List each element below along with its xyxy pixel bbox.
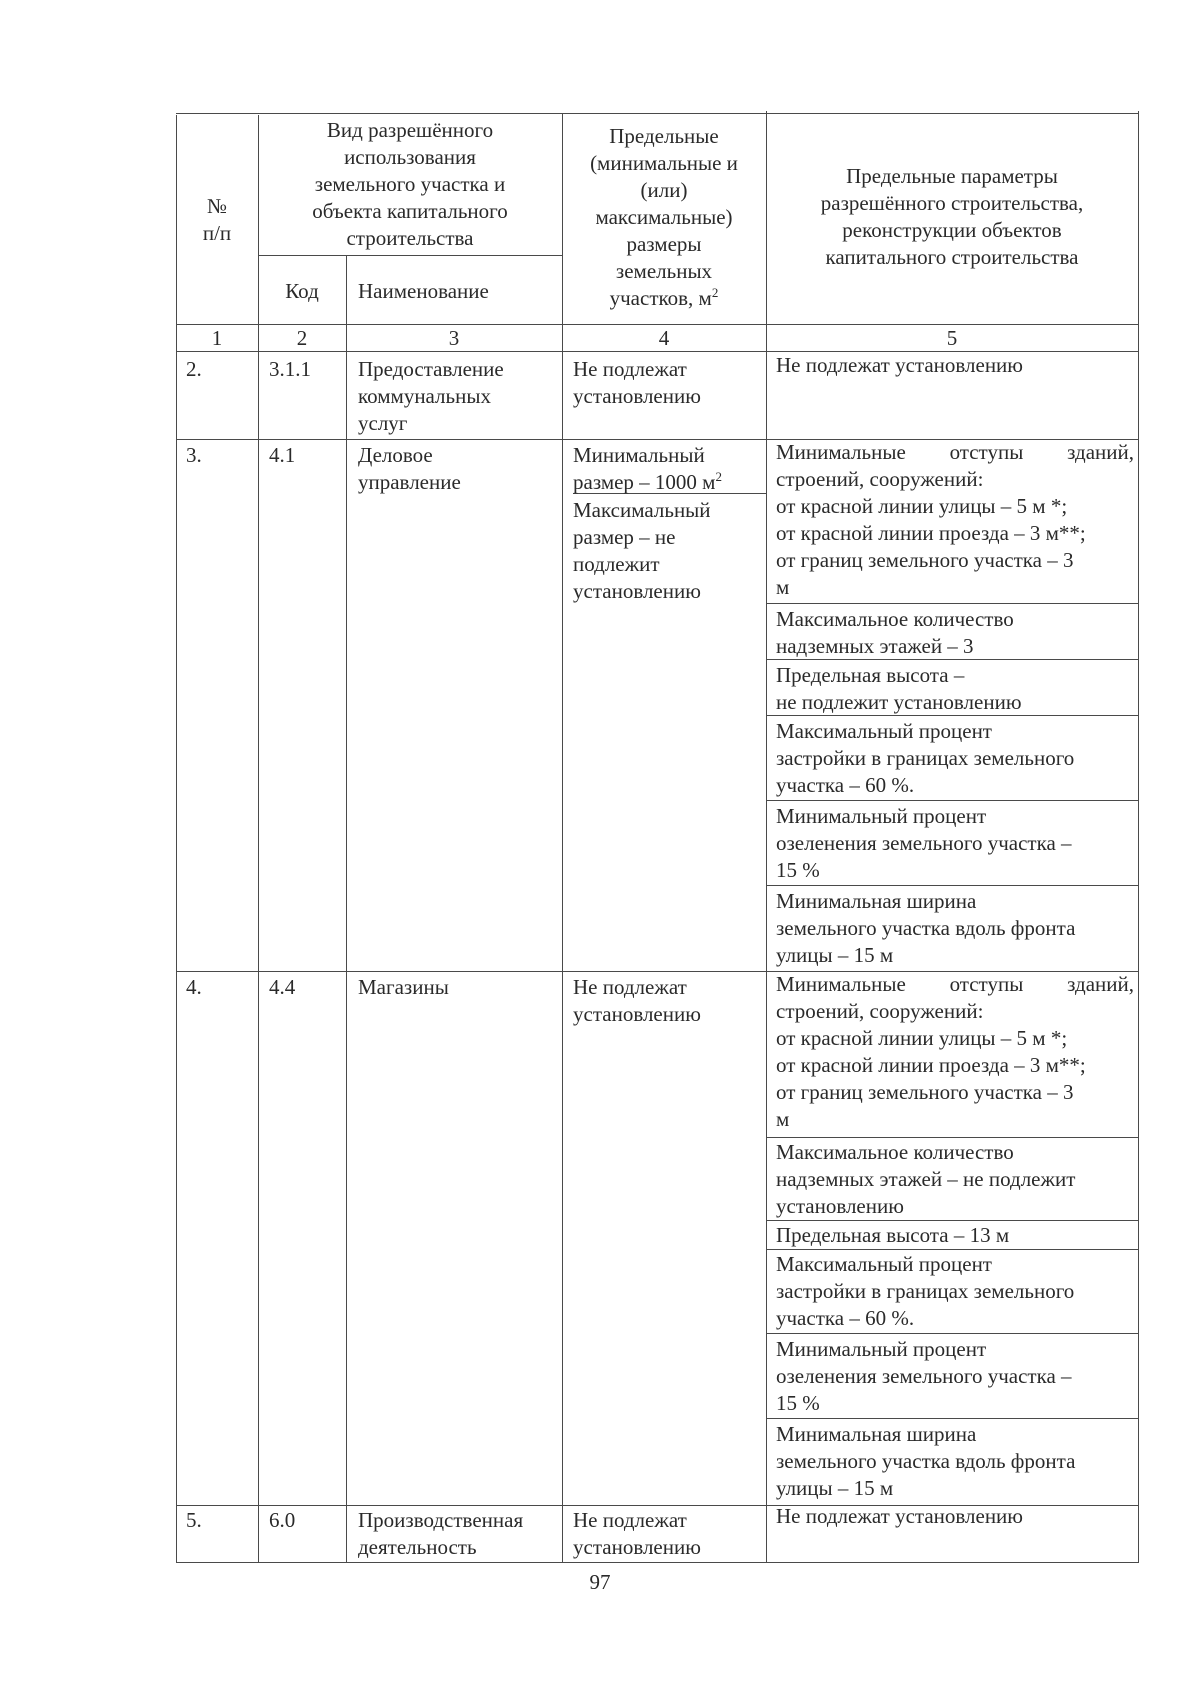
row3-code: 4.1 bbox=[269, 443, 296, 467]
col-number-4: 4 bbox=[658, 326, 670, 350]
row3-param-height: Предельная высота – не подлежит установлению bbox=[776, 663, 1022, 714]
row3-size-max: Максимальный размер – не подлежит установлению bbox=[573, 498, 711, 603]
header-naimenovanie: Наименование bbox=[358, 279, 489, 303]
row3-size-min-text: Минимальный размер – 1000 м bbox=[573, 443, 716, 494]
row5-size: Не подлежат установлению bbox=[573, 1508, 701, 1559]
row3-number: 3. bbox=[186, 443, 202, 467]
row5-number: 5. bbox=[186, 1508, 202, 1532]
row4-name: Магазины bbox=[358, 975, 449, 999]
row3-param-greenery: Минимальный процент озеленения земельного участка – 15 % bbox=[776, 804, 1072, 882]
col-divider-2 bbox=[346, 255, 347, 1563]
row4-param-height: Предельная высота – 13 м bbox=[776, 1223, 1010, 1247]
row5-params: Не подлежат установлению bbox=[776, 1504, 1023, 1528]
header-sizes bbox=[562, 123, 766, 312]
row4-param-setbacks: строений, сооружений: от красной линии улицы – 5 м *; от красной линии проезда – 3 м**; от границ земельного участка – 3 м bbox=[776, 999, 1086, 1131]
row2-code: 3.1.1 bbox=[269, 357, 311, 381]
row3-size-min-superscript: 2 bbox=[715, 469, 722, 484]
col-number-3: 3 bbox=[448, 326, 460, 350]
row3-param-setbacks-heading: Минимальные отступы зданий, bbox=[776, 440, 1134, 464]
row4-param-divider-1 bbox=[766, 1137, 1138, 1138]
row4-param-divider-2 bbox=[766, 1220, 1138, 1221]
row3-name: Деловое управление bbox=[358, 443, 461, 494]
row3-param-floors: Максимальное количество надземных этажей – 3 bbox=[776, 607, 1014, 658]
header-sizes-text: Предельные (минимальные и (или) максимальные) размеры земельных участков, м bbox=[590, 124, 738, 310]
col-number-1: 1 bbox=[211, 326, 223, 350]
row4-param-divider-4 bbox=[766, 1333, 1138, 1334]
header-params: Предельные параметры разрешённого строительства, реконструкции объектов капитального строительства bbox=[820, 164, 1084, 269]
row4-param-coverage: Максимальный процент застройки в границах земельного участка – 60 %. bbox=[776, 1252, 1075, 1330]
row5-name: Производственная деятельность bbox=[358, 1508, 524, 1559]
row4-param-divider-5 bbox=[766, 1418, 1138, 1419]
row2-name: Предоставление коммунальных услуг bbox=[358, 357, 504, 435]
row4-param-width: Минимальная ширина земельного участка вдоль фронта улицы – 15 м bbox=[776, 1422, 1076, 1500]
row3-param-coverage: Максимальный процент застройки в границах земельного участка – 60 %. bbox=[776, 719, 1075, 797]
header-group-divider bbox=[258, 255, 562, 256]
row3-param-divider-5 bbox=[766, 885, 1138, 886]
row4-param-greenery: Минимальный процент озеленения земельного участка – 15 % bbox=[776, 1337, 1072, 1415]
row4-param-divider-3 bbox=[766, 1249, 1138, 1250]
row3-param-setbacks: строений, сооружений: от красной линии улицы – 5 м *; от красной линии проезда – 3 м**; от границ земельного участка – 3 м bbox=[776, 467, 1086, 599]
row2-size: Не подлежат установлению bbox=[573, 357, 701, 408]
row4-param-setbacks-heading: Минимальные отступы зданий, bbox=[776, 972, 1134, 996]
row2-params: Не подлежат установлению bbox=[776, 353, 1023, 377]
row4-param-floors: Максимальное количество надземных этажей – не подлежит установлению bbox=[776, 1140, 1076, 1218]
row4-size: Не подлежат установлению bbox=[573, 975, 701, 1026]
col-number-5: 5 bbox=[946, 326, 958, 350]
header-number: № п/п bbox=[202, 194, 232, 245]
table-border-top bbox=[176, 113, 1139, 114]
page-number: 97 bbox=[589, 1570, 611, 1594]
row3-param-divider-4 bbox=[766, 800, 1138, 801]
row3-param-width: Минимальная ширина земельного участка вдоль фронта улицы – 15 м bbox=[776, 889, 1076, 967]
row2-number: 2. bbox=[186, 357, 202, 381]
row4-code: 4.4 bbox=[269, 975, 296, 999]
header-sizes-superscript: 2 bbox=[711, 285, 719, 300]
header-kod: Код bbox=[285, 279, 319, 303]
table-border-bottom bbox=[176, 1562, 1139, 1563]
table-border-right bbox=[1138, 111, 1139, 1563]
row5-code: 6.0 bbox=[269, 1508, 296, 1532]
row4-number: 4. bbox=[186, 975, 202, 999]
col-number-2: 2 bbox=[296, 326, 308, 350]
row3-size-min bbox=[573, 442, 763, 496]
header-vid-group: Вид разрешённого использования земельного участка и объекта капитального строительства bbox=[312, 118, 508, 250]
row3-param-divider-1 bbox=[766, 603, 1138, 604]
